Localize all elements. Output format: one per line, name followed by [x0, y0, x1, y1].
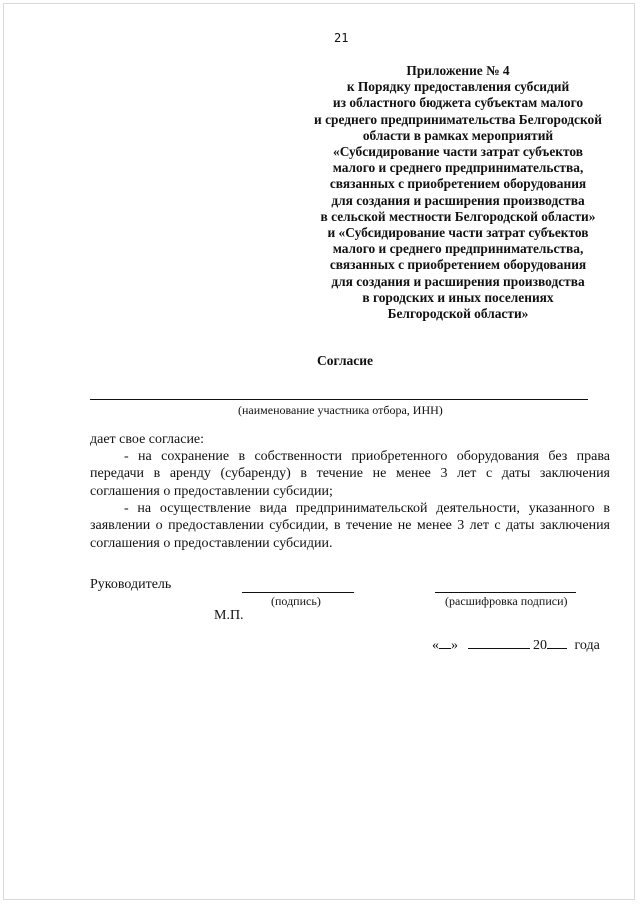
appendix-heading-line: в городских и иных поселениях [362, 289, 554, 305]
participant-name-line [90, 399, 588, 400]
day-blank [439, 635, 451, 649]
consent-item: - на сохранение в собственности приобретенного оборудования без права передачи в аренду (субаренду) в течение не менее 3 лет с даты заключения соглашения о предоставлении субсидии; [90, 449, 610, 499]
year-blank [547, 635, 567, 649]
date-open-quote: « [432, 638, 439, 653]
appendix-heading-line: и среднего предпринимательства Белгородской [314, 111, 602, 127]
signature-decryption-line [435, 592, 576, 593]
appendix-heading-line: связанных с приобретением оборудования [329, 257, 587, 273]
signer-role: Руководитель [90, 577, 172, 592]
date-close-quote: » [451, 638, 458, 653]
appendix-heading-line: к Порядку предоставления субсидий [346, 79, 570, 95]
participant-caption: (наименование участника отбора, ИНН) [238, 403, 443, 417]
appendix-heading-line: Приложение № 4 [406, 63, 510, 78]
appendix-heading-line: Белгородской области» [387, 306, 529, 322]
appendix-heading-line: в сельской местности Белгородской области» [320, 208, 596, 224]
page-number: 21 [334, 31, 349, 45]
appendix-heading-line: и «Субсидирование части затрат субъектов [327, 225, 589, 241]
appendix-heading-line: для создания и расширения производства [331, 192, 585, 208]
signature-line [242, 592, 354, 593]
month-blank [468, 635, 530, 649]
date-line [432, 635, 612, 654]
appendix-heading-line: малого и среднего предпринимательства, [332, 160, 584, 176]
year-prefix: 20 [533, 638, 547, 653]
appendix-heading-line: «Субсидирование части затрат субъектов [333, 144, 583, 160]
signature-decryption-caption: (расшифровка подписи) [445, 594, 568, 608]
appendix-heading-line: из областного бюджета субъектам малого [332, 95, 584, 111]
appendix-heading-line: области в рамках мероприятий [362, 127, 554, 143]
stamp-placeholder: М.П. [214, 608, 244, 623]
appendix-heading-line: для создания и расширения производства [331, 273, 585, 289]
appendix-heading-line: малого и среднего предпринимательства, [332, 241, 584, 257]
appendix-heading [290, 63, 626, 322]
consent-title: Согласие [317, 353, 374, 368]
signature-caption: (подпись) [271, 594, 321, 608]
consent-intro: дает свое согласие: [90, 432, 205, 447]
appendix-heading-line: связанных с приобретением оборудования [329, 176, 587, 192]
consent-item: - на осуществление вида предпринимательской деятельности, указанного в заявлении о предоставлении субсидии, в течение не менее 3 лет с даты заключения соглашения о предоставлении субсидии. [90, 501, 610, 551]
year-suffix: года [574, 638, 600, 653]
